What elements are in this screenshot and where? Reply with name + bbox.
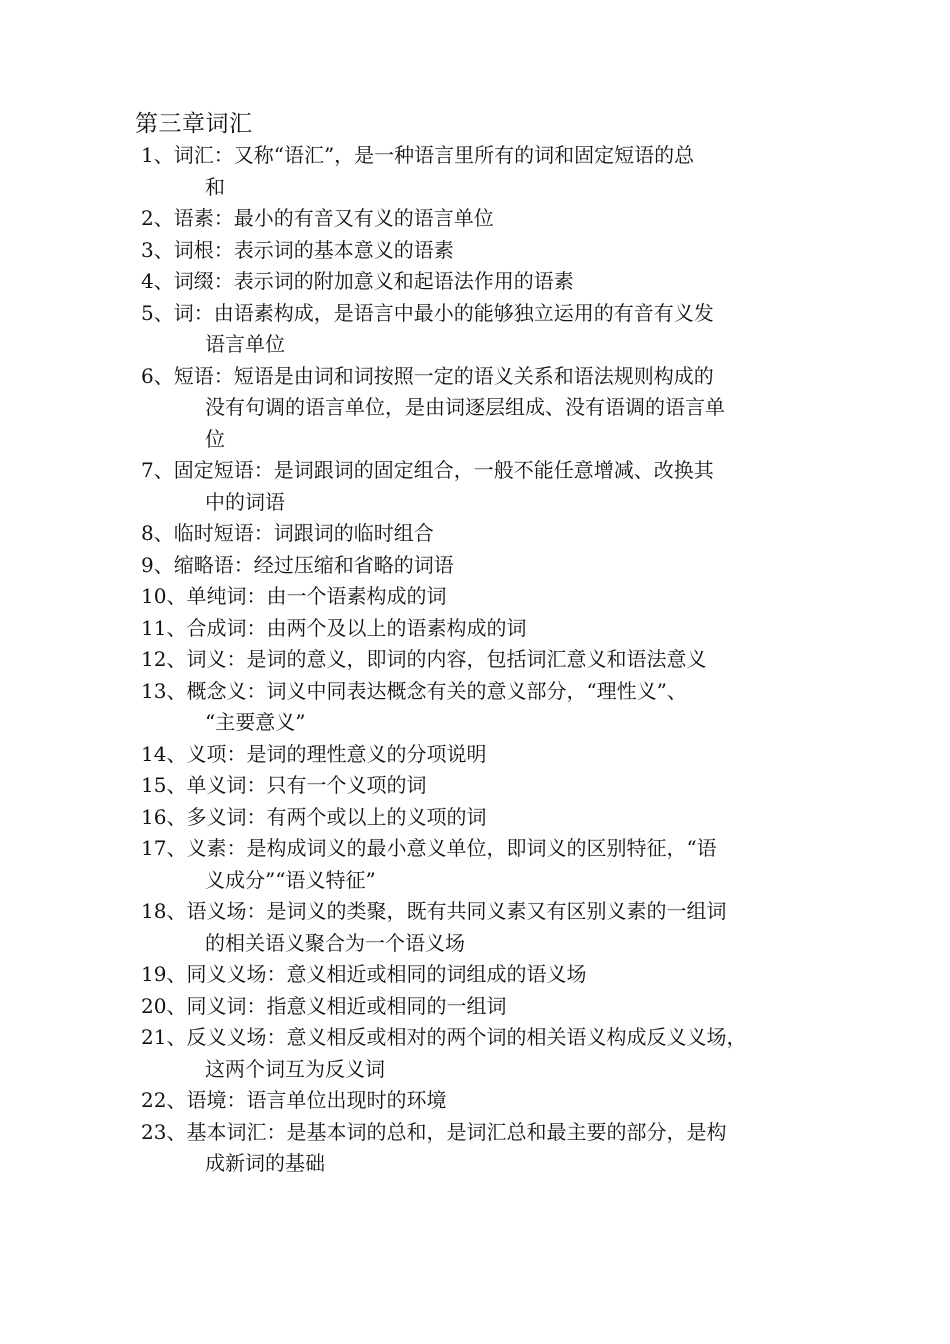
entry-first-line xyxy=(141,896,821,928)
glossary-entry xyxy=(141,581,821,613)
entry-continuation-line: 的相关语义聚合为一个语义场 xyxy=(205,930,465,955)
entry-number: 11、 xyxy=(141,615,187,640)
entry-text: 义素：是构成词义的最小意义单位，即词义的区别特征，“语 xyxy=(186,836,717,860)
entry-continuation-line: 和 xyxy=(205,174,225,199)
entry-continuation-line: 义成分”“语义特征” xyxy=(205,867,376,892)
glossary-entry xyxy=(141,361,821,456)
entry-text: 语境：语言单位出现时的环境 xyxy=(186,1088,447,1112)
entry-number: 1、 xyxy=(141,143,174,167)
entry-first-line xyxy=(141,298,821,330)
entry-text: 词缀：表示词的附加意义和起语法作用的语素 xyxy=(173,269,574,293)
entry-first-line xyxy=(141,1022,821,1054)
entry-first-line xyxy=(141,1117,821,1149)
entry-text: 词汇：又称“语汇”，是一种语言里所有的词和固定短语的总 xyxy=(173,143,695,167)
entry-first-line xyxy=(141,833,821,865)
glossary-entry xyxy=(141,1022,821,1085)
glossary-entry xyxy=(141,1117,821,1180)
entry-continuation-line: 语言单位 xyxy=(205,332,285,356)
entry-text: 反义义场：意义相反或相对的两个词的相关语义构成反义义场， xyxy=(186,1025,747,1049)
entry-text: 语义场：是词义的类聚，既有共同义素又有区别义素的一组词 xyxy=(186,899,727,923)
glossary-entry xyxy=(141,991,821,1023)
glossary-entry xyxy=(141,203,821,235)
entry-first-line xyxy=(141,1085,821,1117)
entry-first-line xyxy=(141,550,821,582)
entry-continuation-line: “主要意义” xyxy=(205,710,306,734)
entry-text: 多义词：有两个或以上的义项的词 xyxy=(186,804,487,829)
glossary-entry xyxy=(141,613,821,645)
entry-first-line xyxy=(141,518,821,550)
entry-number: 21、 xyxy=(141,1025,187,1049)
entry-text: 词：由语素构成，是语言中最小的能够独立运用的有音有义发 xyxy=(173,300,714,325)
entry-text: 临时短语：词跟词的临时组合 xyxy=(173,521,434,545)
entry-text: 概念义：词义中同表达概念有关的意义部分，“理性义”、 xyxy=(186,678,687,703)
entry-continuation-line: 这两个词互为反义词 xyxy=(205,1056,385,1081)
entry-first-line xyxy=(141,455,821,487)
entry-first-line xyxy=(141,361,821,393)
entry-text: 短语：短语是由词和词按照一定的语义关系和语法规则构成的 xyxy=(173,363,714,388)
entry-number: 18、 xyxy=(141,899,187,923)
entry-number: 20、 xyxy=(141,993,187,1018)
entry-number: 15、 xyxy=(141,773,187,797)
entry-text: 语素：最小的有音又有义的语言单位 xyxy=(173,206,494,230)
glossary-entry xyxy=(141,298,821,361)
entry-number: 7、 xyxy=(141,458,174,482)
entry-continuation-line: 位 xyxy=(205,426,225,451)
entry-number: 9、 xyxy=(141,552,174,577)
glossary-entry xyxy=(141,833,821,896)
entry-number: 8、 xyxy=(141,521,174,545)
entry-text: 词义：是词的意义，即词的内容，包括词汇意义和语法意义 xyxy=(186,647,707,671)
entry-first-line xyxy=(141,613,821,645)
entry-first-line xyxy=(141,581,821,613)
glossary-entry xyxy=(141,739,821,771)
entry-text: 词根：表示词的基本意义的语素 xyxy=(173,237,454,262)
entry-number: 19、 xyxy=(141,962,187,986)
glossary-entry xyxy=(141,235,821,267)
entry-text: 同义义场：意义相近或相同的词组成的语义场 xyxy=(186,962,587,986)
entry-text: 单义词：只有一个义项的词 xyxy=(186,773,427,797)
entry-text: 义项：是词的理性意义的分项说明 xyxy=(186,741,487,766)
entry-text: 固定短语：是词跟词的固定组合，一般不能任意增减、改换其 xyxy=(173,458,714,482)
entry-number: 13、 xyxy=(141,678,187,703)
entry-number: 14、 xyxy=(141,741,187,766)
entry-continuation-line: 成新词的基础 xyxy=(205,1151,325,1175)
entry-number: 23、 xyxy=(141,1119,187,1144)
entry-number: 2、 xyxy=(141,206,174,230)
glossary-entry xyxy=(141,455,821,518)
entry-continuation-line: 没有句调的语言单位，是由词逐层组成、没有语调的语言单 xyxy=(205,395,725,419)
glossary-entry xyxy=(141,802,821,834)
entry-first-line xyxy=(141,676,821,708)
entry-text: 单纯词：由一个语素构成的词 xyxy=(186,584,447,608)
entry-number: 12、 xyxy=(141,647,187,671)
entry-number: 4、 xyxy=(141,269,174,293)
chapter-title: 第三章词汇 xyxy=(135,111,253,137)
entry-text: 合成词：由两个及以上的语素构成的词 xyxy=(186,615,527,640)
entry-text: 同义词：指意义相近或相同的一组词 xyxy=(186,993,507,1018)
entry-number: 5、 xyxy=(141,300,174,325)
entry-number: 22、 xyxy=(141,1088,187,1112)
entry-number: 17、 xyxy=(141,836,187,860)
glossary-entry xyxy=(141,676,821,739)
entry-continuation-line: 中的词语 xyxy=(205,489,285,514)
entry-first-line xyxy=(141,644,821,676)
entry-number: 6、 xyxy=(141,363,174,388)
entry-first-line xyxy=(141,770,821,802)
glossary-list xyxy=(141,140,821,1180)
glossary-entry xyxy=(141,550,821,582)
entry-first-line xyxy=(141,959,821,991)
glossary-entry xyxy=(141,1085,821,1117)
glossary-entry xyxy=(141,644,821,676)
glossary-entry xyxy=(141,266,821,298)
entry-first-line xyxy=(141,235,821,267)
glossary-entry xyxy=(141,896,821,959)
entry-first-line xyxy=(141,266,821,298)
glossary-entry xyxy=(141,959,821,991)
entry-text: 缩略语：经过压缩和省略的词语 xyxy=(173,552,454,577)
entry-first-line xyxy=(141,739,821,771)
glossary-entry xyxy=(141,140,821,203)
entry-first-line xyxy=(141,203,821,235)
entry-text: 基本词汇：是基本词的总和，是词汇总和最主要的部分，是构 xyxy=(186,1119,727,1144)
entry-first-line xyxy=(141,140,821,172)
glossary-entry xyxy=(141,518,821,550)
entry-first-line xyxy=(141,991,821,1023)
glossary-entry xyxy=(141,770,821,802)
entry-number: 3、 xyxy=(141,237,174,262)
entry-number: 16、 xyxy=(141,804,187,829)
entry-number: 10、 xyxy=(141,584,187,608)
entry-first-line xyxy=(141,802,821,834)
